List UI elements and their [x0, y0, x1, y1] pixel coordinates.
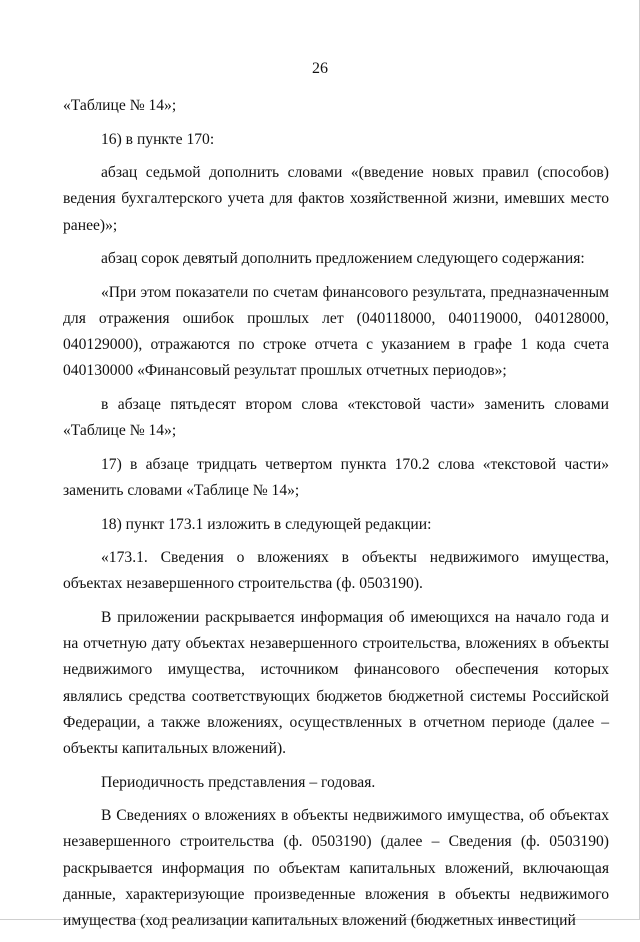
paragraph-7: 17) в абзаце тридцать четвертом пункта 170.2 слова «текстовой части» заменить словами «Таблице № 14»;: [63, 455, 609, 499]
paragraph-5: «При этом показатели по счетам финансового результата, предназначенным для отражения ошибок прошлых лет (040118000, 040119000, 040128000, 040129000), отражаются по строке отчета с указанием в графе 1 кода счета 040130000 «Финансовый результат прошлых отчетных периодов»;: [63, 283, 609, 380]
paragraph-1: «Таблице № 14»;: [63, 97, 177, 114]
document-body: [63, 93, 609, 942]
paragraph-2: 16) в пункте 170:: [101, 130, 215, 148]
page-number: 26: [312, 60, 328, 77]
paragraph-12: В Сведениях о вложениях в объекты недвижимого имущества, об объектах незавершенного строительства (ф. 0503190) (далее – Сведения (ф. 0503190) раскрывается информация по объектам капитальных вложений, включающая данные, характеризующие произведенные вложения в объекты недвижимого имущества (ход реализации капитальных вложений (бюджетных инвестиций: [63, 807, 609, 929]
paragraph-3: абзац седьмой дополнить словами «(введение новых правил (способов) ведения бухгалтерского учета для фактов хозяйственной жизни, имевших место ранее)»;: [63, 164, 609, 234]
paragraph-4: абзац сорок девятый дополнить предложением следующего содержания:: [101, 250, 585, 268]
paragraph-9: «173.1. Сведения о вложениях в объекты недвижимого имущества, объектах незавершенного строительства (ф. 0503190).: [63, 549, 609, 593]
paragraph-11: Периодичность представления – годовая.: [101, 773, 376, 791]
paragraph-8: 18) пункт 173.1 изложить в следующей редакции:: [101, 515, 432, 533]
paragraph-10: В приложении раскрывается информация об имеющихся на начало года и на отчетную дату объектах незавершенного строительства, вложениях в объекты недвижимого имущества, источником финансового обеспечения которых являлись средства соответствующих бюджетов бюджетной системы Российской Федерации, а также вложениях, осуществленных в отчетном периоде (далее – объекты капитальных вложений).: [63, 608, 609, 757]
paragraph-6: в абзаце пятьдесят втором слова «текстовой части» заменить словами «Таблице № 14»;: [63, 395, 609, 440]
